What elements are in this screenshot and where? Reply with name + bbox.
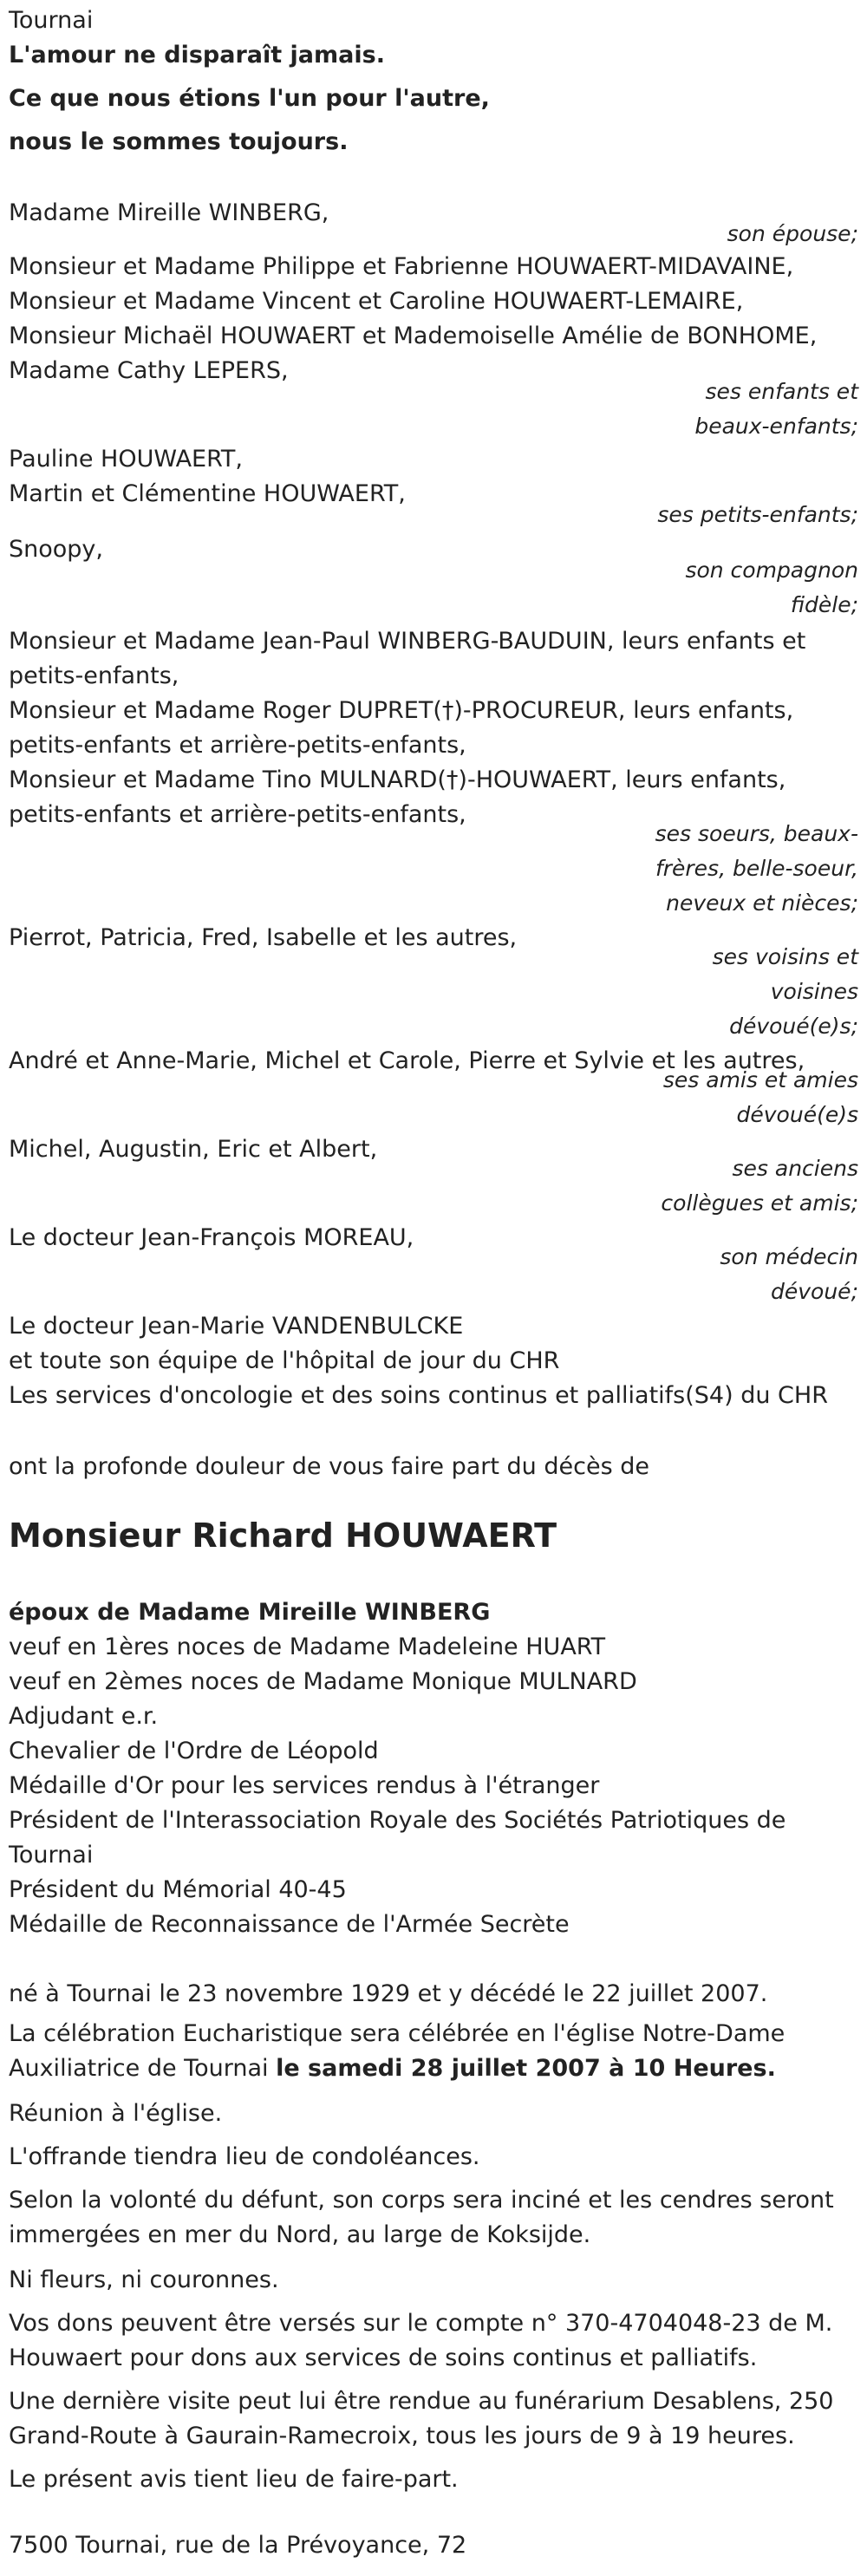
doctor: Le docteur Jean-François MOREAU, — [9, 1224, 414, 1251]
quote-line-3: nous le sommes toujours. — [9, 128, 349, 155]
friends-role-2: dévoué(e)s — [736, 1102, 858, 1127]
friends-role-1: ses amis et amies — [662, 1067, 858, 1092]
pet-name: Snoopy, — [9, 536, 103, 563]
friends: André et Anne-Marie, Michel et Carole, Pierre et Sylvie et les autres, — [9, 1047, 805, 1074]
address: 7500 Tournai, rue de la Prévoyance, 72 — [9, 2532, 467, 2559]
sibling-line-3: Monsieur et Madame Roger DUPRET(†)-PROCUREUR, leurs enfants, — [9, 697, 794, 724]
neighbours-role-1: ses voisins et — [712, 944, 858, 969]
offering-info: L'offrande tiendra lieu de condoléances. — [9, 2143, 480, 2170]
cremation-line-1: Selon la volonté du défunt, son corps sera inciné et les cendres seront — [9, 2187, 834, 2214]
doctor-role-1: son médecin — [720, 1244, 858, 1269]
grandchild-line-1: Pauline HOUWAERT, — [9, 446, 243, 473]
child-line-1: Monsieur et Madame Philippe et Fabrienne HOUWAERT-MIDAVAINE, — [9, 253, 794, 280]
children-role-2: beaux-enfants; — [694, 414, 858, 439]
visit-line-1: Une dernière visite peut lui être rendue au funérarium Desablens, 250 — [9, 2388, 834, 2415]
siblings-role-3: neveux et nièces; — [666, 890, 858, 916]
siblings-role-1: ses soeurs, beaux- — [655, 821, 858, 846]
pet-role-1: son compagnon — [685, 558, 858, 583]
deceased-title-9: Médaille de Reconnaissance de l'Armée Secrète — [9, 1911, 570, 1938]
hospital-line-1: Le docteur Jean-Marie VANDENBULCKE — [9, 1313, 464, 1340]
doctor-role-2: dévoué; — [771, 1279, 858, 1304]
ceremony-location: Auxiliatrice de Tournai — [9, 2055, 277, 2082]
deceased-spouse-title: époux de Madame Mireille WINBERG — [9, 1599, 491, 1626]
spouse-name: Madame Mireille WINBERG, — [9, 199, 329, 226]
grandchild-line-2: Martin et Clémentine HOUWAERT, — [9, 480, 406, 507]
visit-line-2: Grand-Route à Gaurain-Ramecroix, tous les jours de 9 à 19 heures. — [9, 2423, 795, 2449]
reunion-info: Réunion à l'église. — [9, 2100, 223, 2127]
deceased-title-2: veuf en 2èmes noces de Madame Monique MULNARD — [9, 1668, 637, 1695]
sibling-line-1: Monsieur et Madame Jean-Paul WINBERG-BAUDUIN, leurs enfants et — [9, 628, 806, 655]
colleagues: Michel, Augustin, Eric et Albert, — [9, 1136, 378, 1163]
announcement: ont la profonde douleur de vous faire part du décès de — [9, 1453, 649, 1480]
neighbours-role-2: voisines — [770, 979, 858, 1004]
quote-line-2: Ce que nous étions l'un pour l'autre, — [9, 85, 490, 112]
donations-line-2: Houwaert pour dons aux services de soins continus et palliatifs. — [9, 2344, 758, 2371]
grandchildren-role: ses petits-enfants; — [657, 502, 858, 527]
deceased-title-7: Tournai — [9, 1842, 94, 1868]
deceased-name: Monsieur Richard HOUWAERT — [9, 1516, 557, 1555]
neighbours-role-3: dévoué(e)s; — [729, 1014, 858, 1039]
deceased-title-3: Adjudant e.r. — [9, 1703, 159, 1730]
notice: Le présent avis tient lieu de faire-part. — [9, 2466, 459, 2493]
sibling-line-5: Monsieur et Madame Tino MULNARD(†)-HOUWAERT, leurs enfants, — [9, 766, 786, 793]
child-line-2: Monsieur et Madame Vincent et Caroline HOUWAERT-LEMAIRE, — [9, 288, 744, 315]
city-label: Tournai — [9, 7, 94, 34]
siblings-role-2: frères, belle-soeur, — [655, 856, 858, 881]
deceased-title-6: Président de l'Interassociation Royale des Sociétés Patriotiques de — [9, 1807, 786, 1834]
deceased-title-5: Médaille d'Or pour les services rendus à l'étranger — [9, 1772, 600, 1799]
sibling-line-6: petits-enfants et arrière-petits-enfants, — [9, 801, 466, 828]
donations-line-1: Vos dons peuvent être versés sur le compte n° 370-4704048-23 de M. — [9, 2310, 833, 2337]
pet-role-2: fidèle; — [790, 592, 858, 617]
deceased-title-8: Président du Mémorial 40-45 — [9, 1876, 347, 1903]
child-line-4: Madame Cathy LEPERS, — [9, 357, 289, 384]
neighbours: Pierrot, Patricia, Fred, Isabelle et les autres, — [9, 924, 518, 951]
deceased-title-4: Chevalier de l'Ordre de Léopold — [9, 1738, 379, 1764]
ceremony-date: le samedi 28 juillet 2007 à 10 Heures. — [276, 2055, 776, 2082]
children-role-1: ses enfants et — [705, 379, 858, 404]
sibling-line-4: petits-enfants et arrière-petits-enfants, — [9, 732, 466, 759]
hospital-line-2: et toute son équipe de l'hôpital de jour du CHR — [9, 1347, 560, 1374]
birth-death-info: né à Tournai le 23 novembre 1929 et y décédé le 22 juillet 2007. — [9, 1980, 768, 2007]
spouse-role: son épouse; — [727, 221, 858, 246]
sibling-line-2: petits-enfants, — [9, 662, 179, 689]
ceremony-line-1: La célébration Eucharistique sera célébrée en l'église Notre-Dame — [9, 2020, 786, 2047]
colleagues-role-1: ses anciens — [732, 1156, 858, 1181]
colleagues-role-2: collègues et amis; — [661, 1190, 858, 1216]
quote-line-1: L'amour ne disparaît jamais. — [9, 42, 385, 68]
ceremony-line-2 — [9, 2051, 776, 2086]
hospital-line-3: Les services d'oncologie et des soins continus et palliatifs(S4) du CHR — [9, 1382, 828, 1409]
no-flowers: Ni fleurs, ni couronnes. — [9, 2266, 279, 2293]
child-line-3: Monsieur Michaël HOUWAERT et Mademoiselle Amélie de BONHOME, — [9, 323, 818, 349]
cremation-line-2: immergées en mer du Nord, au large de Koksijde. — [9, 2221, 591, 2248]
deceased-title-1: veuf en 1ères noces de Madame Madeleine HUART — [9, 1634, 606, 1660]
